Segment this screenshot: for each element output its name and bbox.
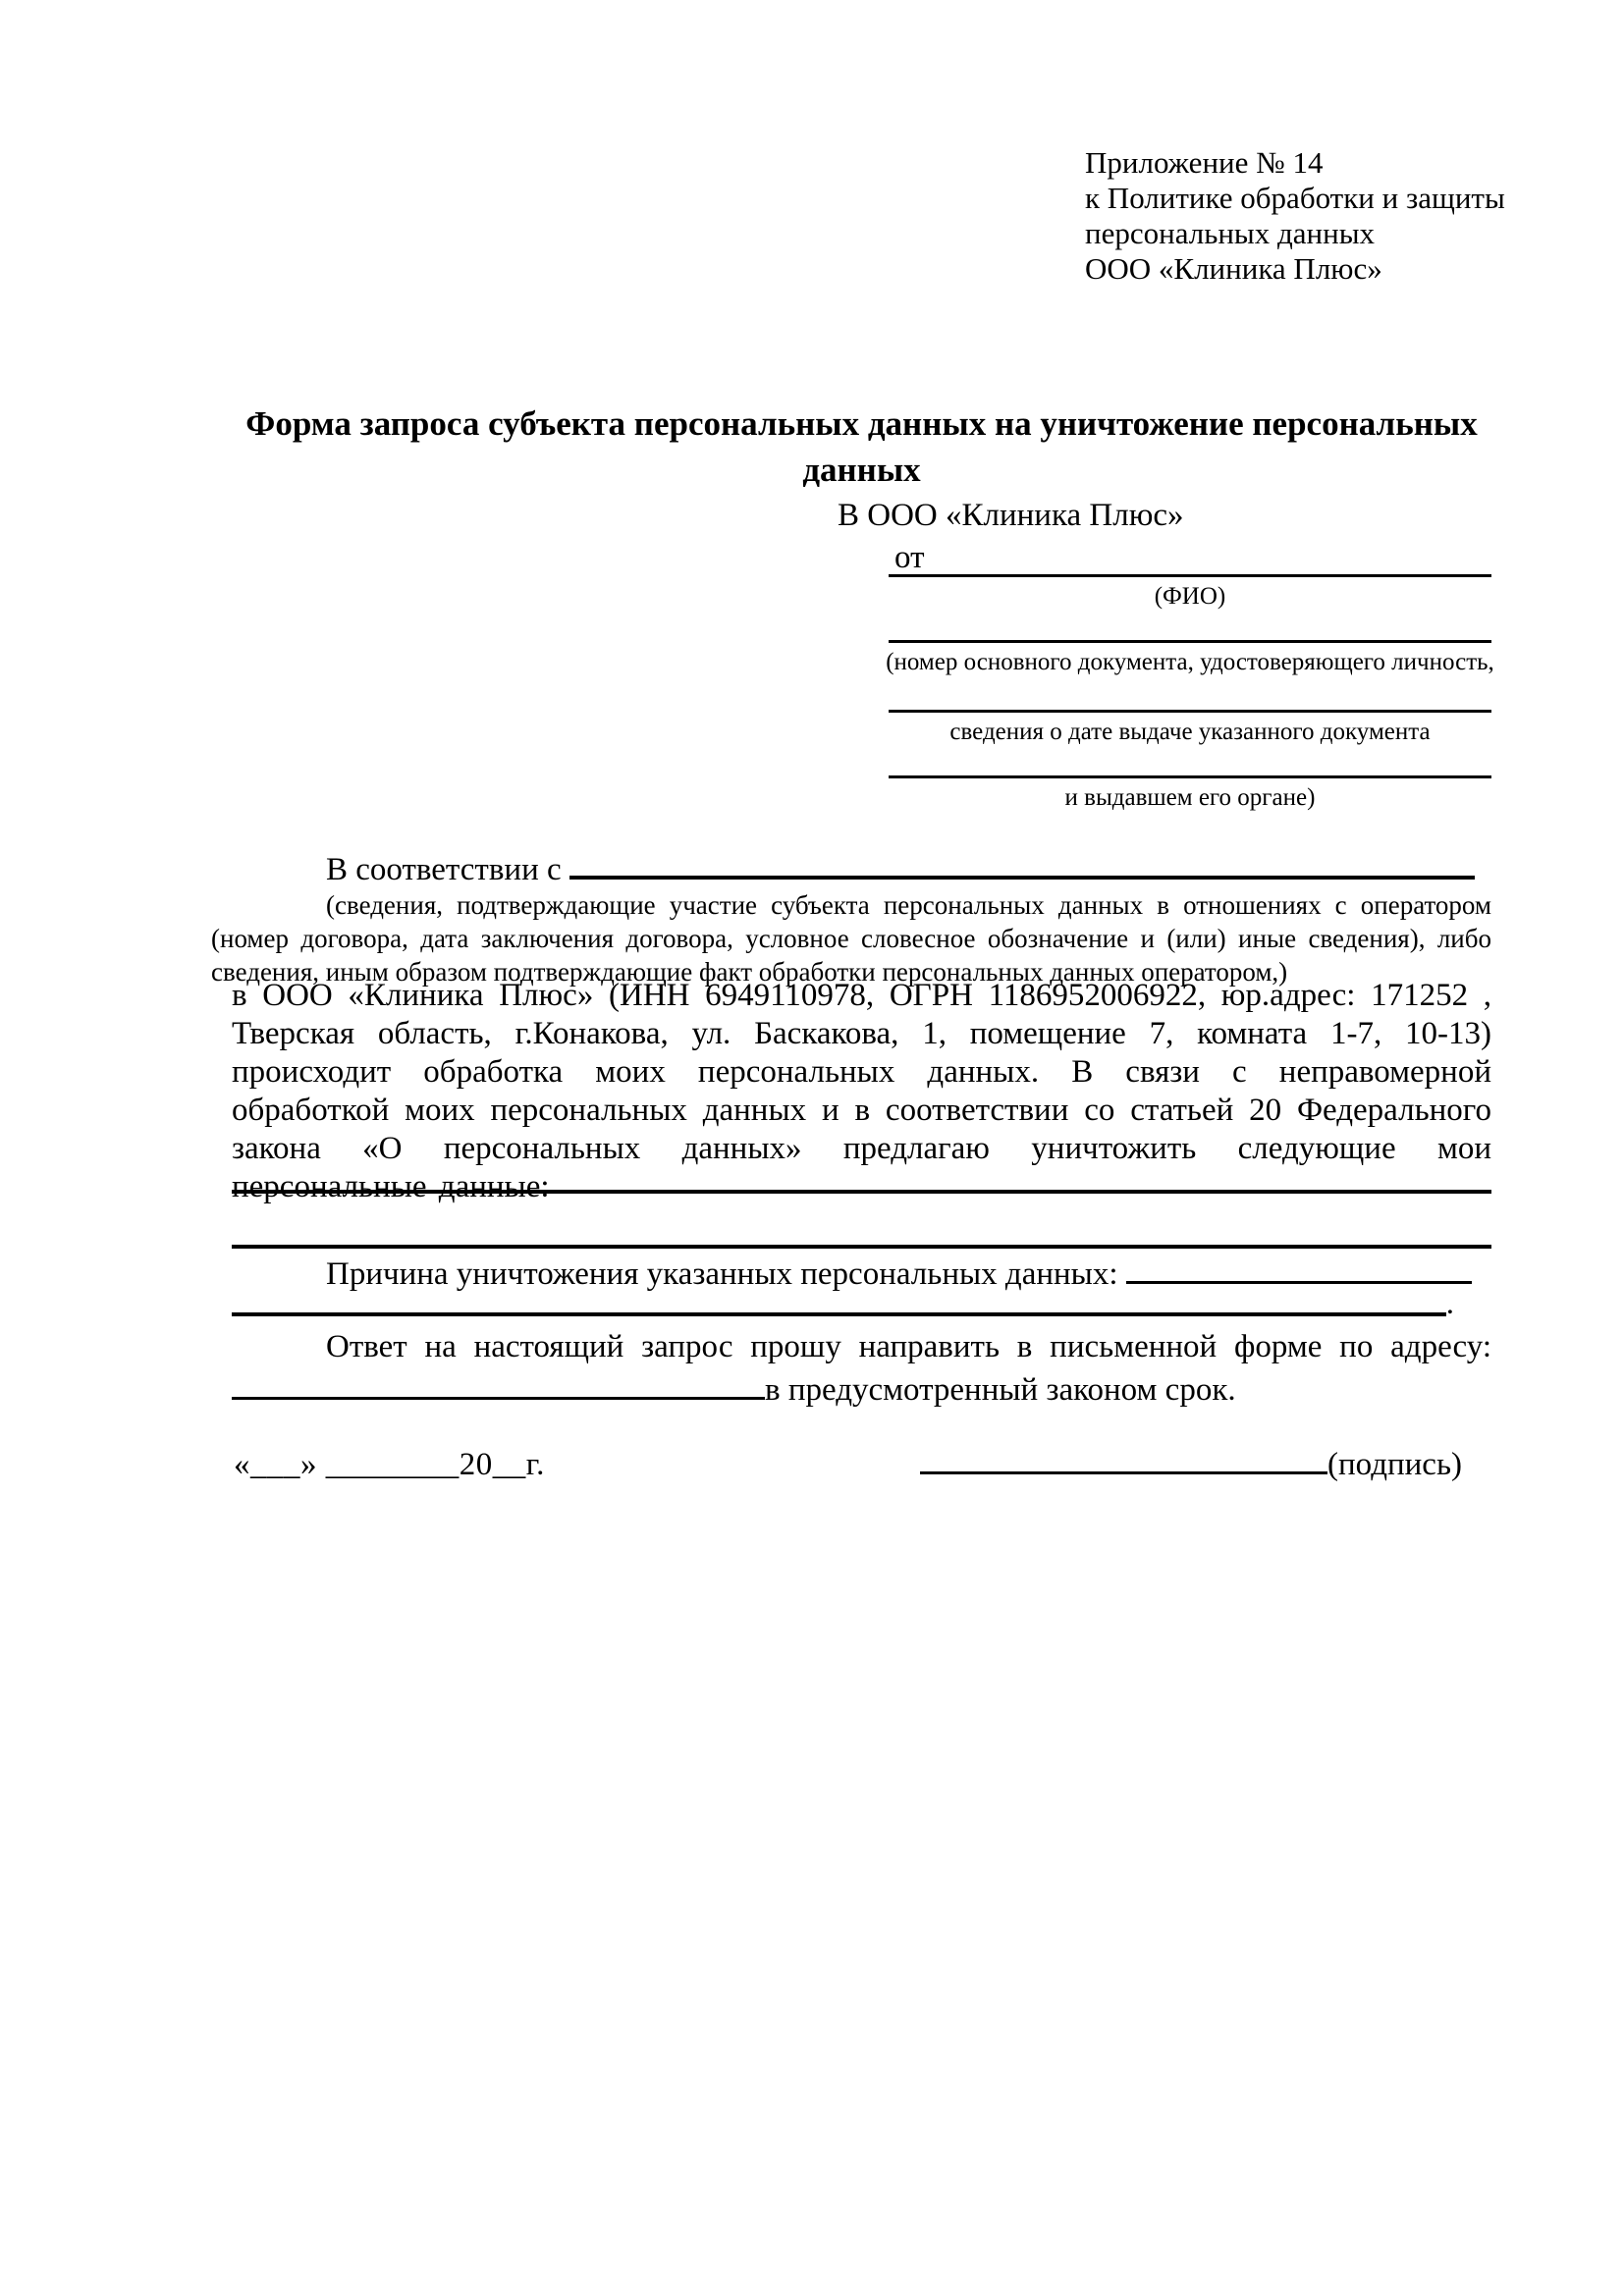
accordance-label: В соответствии с: [326, 852, 562, 887]
id-document-caption: (номер основного документа, удостоверяющего личность,: [886, 649, 1494, 675]
appendix-line: к Политике обработки и защиты: [1085, 181, 1505, 215]
signature-row: [920, 1445, 1462, 1484]
accordance-blank-line: [569, 876, 1475, 880]
signature-blank-line: [920, 1471, 1327, 1474]
issue-date-blank-line: [889, 710, 1491, 713]
period: .: [1445, 1286, 1454, 1321]
address-blank-line: [232, 1397, 765, 1400]
addressee-line: В ООО «Клиника Плюс»: [838, 498, 1184, 533]
fio-caption: (ФИО): [1154, 583, 1226, 610]
accordance-sentence: [232, 850, 1491, 889]
issuing-authority-caption: и выдавшем его органе): [1064, 784, 1316, 811]
fio-blank-line: [889, 574, 1491, 577]
appendix-line: ООО «Клиника Плюс»: [1085, 251, 1382, 286]
deadline-text: в предусмотренный законом срок.: [765, 1372, 1236, 1408]
appendix-line: персональных данных: [1085, 216, 1376, 250]
date-template: «___» ________20__г.: [234, 1447, 545, 1482]
from-label: от: [894, 540, 925, 575]
appendix-line: Приложение № 14: [1085, 145, 1324, 180]
body-paragraph: в ООО «Клиника Плюс» (ИНН 6949110978, ОГРН 1186952006922, юр.адрес: 171252 , Тверская область, г.Конакова, ул. Баскакова, 1, помещение 7, комната 1-7, 10-13) происходит обработка моих персональных данных. В связи с неправомерной обработкой моих персональных данных и в соответствии со статьей 20 Федерального закона «О персональных данных» предлагаю уничтожить следующие мои персональные данные:: [232, 978, 1491, 1204]
appendix-header: [1085, 145, 1537, 287]
reason-blank-rule: [232, 1312, 1446, 1316]
document-title: Форма запроса субъекта персональных данных на уничтожение персональных данных: [245, 404, 1478, 489]
address-row: [232, 1370, 1491, 1410]
issue-date-caption: сведения о дате выдаче указанного документа: [949, 719, 1431, 745]
data-blank-line-2: [232, 1245, 1491, 1249]
reason-blank-line-2: [232, 1281, 1454, 1322]
issuing-authority-blank-line: [889, 775, 1491, 778]
data-blank-line-1: [232, 1190, 1491, 1194]
signature-caption: (подпись): [1327, 1447, 1462, 1482]
accordance-footnote: (сведения, подтверждающие участие субъекта персональных данных в отношениях с оператором (номер договора, дата заключения договора, условное словесное обозначение и (или) иные сведения), либо сведения, иным образом подтверждающие факт обработки персональных данных оператором,): [211, 890, 1491, 987]
reason-label: Причина уничтожения указанных персональных данных:: [326, 1256, 1118, 1292]
id-document-blank-line: [889, 640, 1491, 643]
answer-sentence: Ответ на настоящий запрос прошу направить в письменной форме по адресу:: [326, 1329, 1491, 1364]
